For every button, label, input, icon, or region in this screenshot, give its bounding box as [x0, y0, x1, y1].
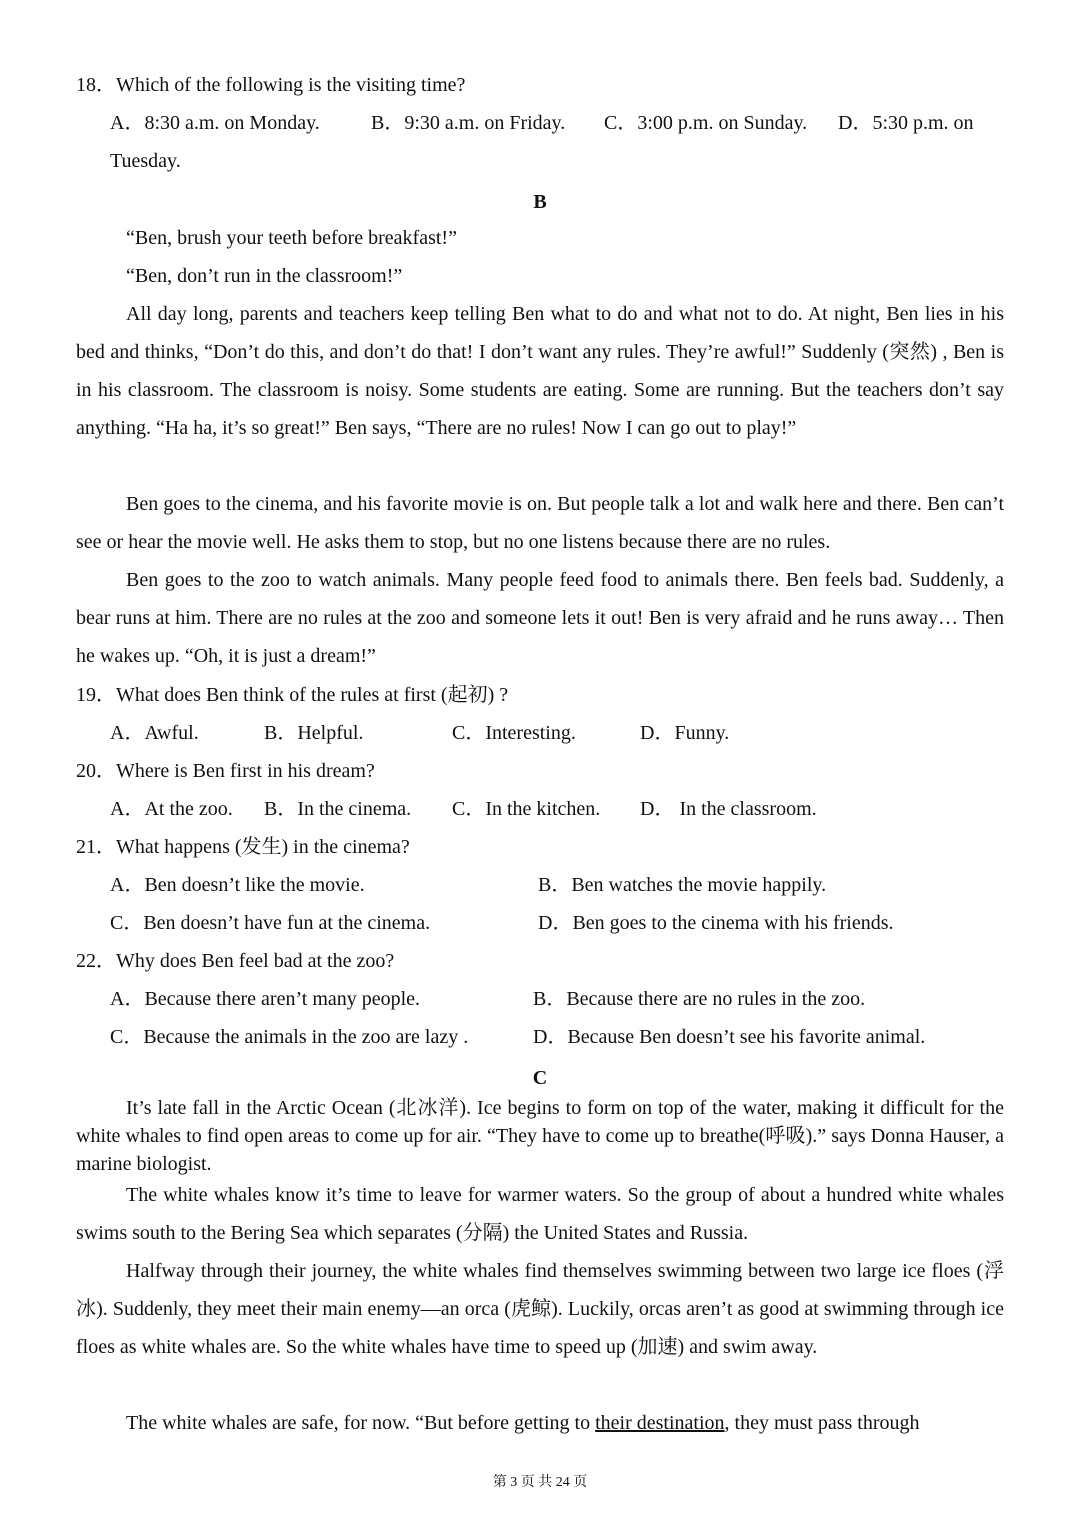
q21-option-d: D．Ben goes to the cinema with his friends.: [538, 912, 894, 934]
q18-option-a: A．8:30 a.m. on Monday.: [110, 112, 320, 134]
section-c-paragraph-4: The white whales are safe, for now. “But before getting to their destination, they must pass through: [126, 1412, 920, 1434]
q22-option-d: D．Because Ben doesn’t see his favorite animal.: [533, 1026, 926, 1048]
q19-stem: 19．What does Ben think of the rules at first (起初) ?: [76, 684, 509, 706]
q21-option-a: A．Ben doesn’t like the movie.: [110, 874, 365, 896]
section-b-heading: B: [533, 191, 547, 213]
section-b-paragraph-2: Ben goes to the cinema, and his favorite movie is on. But people talk a lot and walk here and there. Ben can’t see or hear the movie well. He asks them to stop, but no one listens because there are no rules.: [76, 493, 1004, 553]
q22-stem: 22．Why does Ben feel bad at the zoo?: [76, 950, 395, 972]
section-c-paragraph-3: Halfway through their journey, the white whales find themselves swimming between two large ice floes (浮冰). Suddenly, they meet their main enemy—an orca (虎鲸). Luckily, orcas aren’t as good at swimming through ice floes as white whales are. So the white whales have time to speed up (加速) and swim away.: [76, 1260, 1004, 1358]
q18-option-d: D．5:30 p.m. on: [838, 112, 974, 134]
q18-option-c: C．3:00 p.m. on Sunday.: [604, 112, 808, 134]
q18-option-d-continued: Tuesday.: [110, 150, 181, 172]
q20-option-d: D． In the classroom.: [640, 798, 817, 820]
q22-option-c: C．Because the animals in the zoo are lazy .: [110, 1026, 469, 1048]
q19-option-c: C．Interesting.: [452, 722, 576, 744]
q20-stem: 20．Where is Ben first in his dream?: [76, 760, 375, 782]
q20-option-c: C．In the kitchen.: [452, 798, 601, 820]
section-c-paragraph-1: It’s late fall in the Arctic Ocean (北冰洋). Ice begins to form on top of the water, making it difficult for the white whales to find open areas to come up for air. “They have to come up to breathe(呼吸).” says Donna Hauser, a marine biologist.: [76, 1097, 1004, 1175]
section-b-quote-2: “Ben, don’t run in the classroom!”: [126, 265, 403, 287]
q18-stem: 18．Which of the following is the visiting time?: [76, 74, 466, 96]
q21-option-b: B．Ben watches the movie happily.: [538, 874, 827, 896]
q22-option-b: B．Because there are no rules in the zoo.: [533, 988, 866, 1010]
q18-option-b: B．9:30 a.m. on Friday.: [371, 112, 566, 134]
section-b-paragraph-3: Ben goes to the zoo to watch animals. Many people feed food to animals there. Ben feels bad. Suddenly, a bear runs at him. There are no rules at the zoo and someone lets it out! Ben is very afraid and he runs away… Then he wakes up. “Oh, it is just a dream!”: [76, 569, 1004, 667]
q21-stem: 21．What happens (发生) in the cinema?: [76, 836, 410, 858]
section-c-paragraph-2: The white whales know it’s time to leave for warmer waters. So the group of about a hundred white whales swims south to the Bering Sea which separates (分隔) the United States and Russia.: [76, 1184, 1004, 1244]
q20-option-a: A．At the zoo.: [110, 798, 233, 820]
underlined-phrase: their destination: [595, 1412, 725, 1434]
section-b-quote-1: “Ben, brush your teeth before breakfast!”: [126, 227, 457, 249]
q19-option-b: B．Helpful.: [264, 722, 364, 744]
q22-option-a: A．Because there aren’t many people.: [110, 988, 421, 1010]
section-b-paragraph-1: All day long, parents and teachers keep telling Ben what to do and what not to do. At night, Ben lies in his bed and thinks, “Don’t do this, and don’t do that! I don’t want any rules. They’re awful!” Suddenly (突然) , Ben is in his classroom. The classroom is noisy. Some students are eating. Some are running. But the teachers don’t say anything. “Ha ha, it’s so great!” Ben says, “There are no rules! Now I can go out to play!”: [76, 303, 1004, 439]
page-number-footer: 第 3 页 共 24 页: [492, 1475, 588, 1490]
section-c-heading: C: [532, 1067, 548, 1089]
q19-option-a: A．Awful.: [110, 722, 199, 744]
q19-option-d: D．Funny.: [640, 722, 730, 744]
q21-option-c: C．Ben doesn’t have fun at the cinema.: [110, 912, 431, 934]
q20-option-b: B．In the cinema.: [264, 798, 412, 820]
